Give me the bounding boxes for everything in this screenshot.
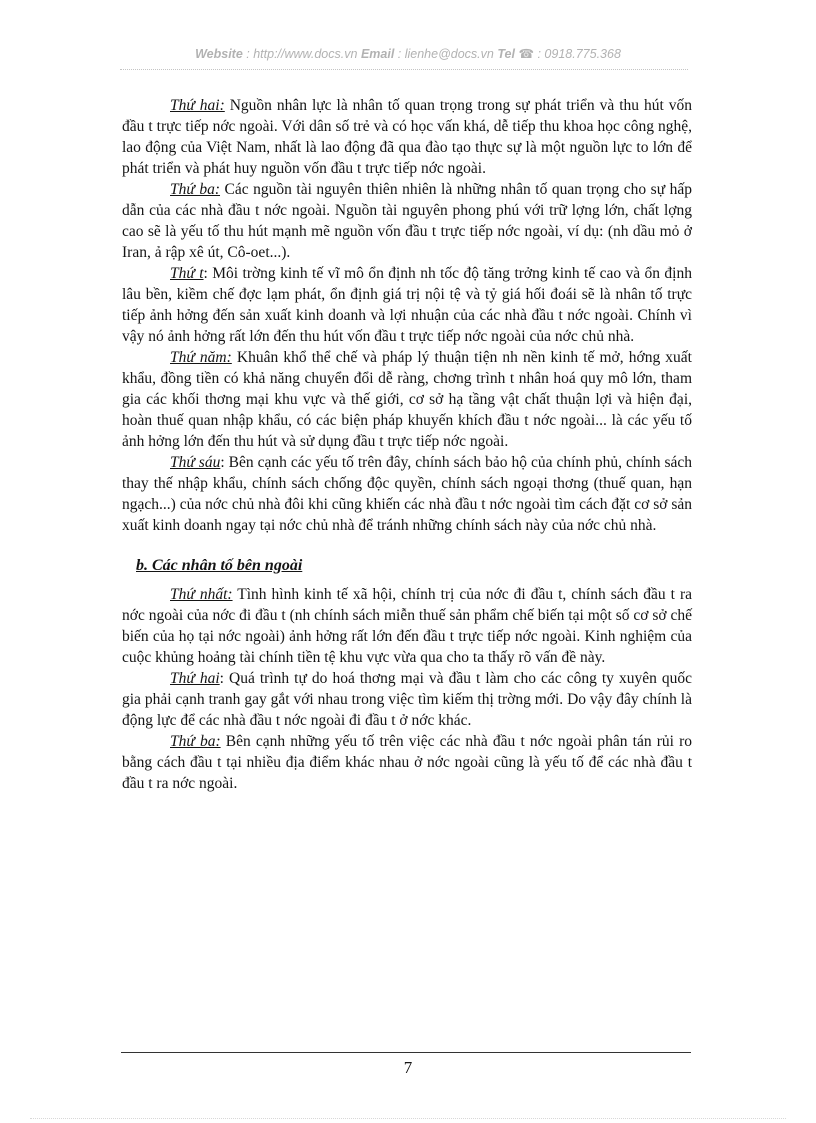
footer-divider bbox=[121, 1052, 691, 1053]
paragraph-thu-nam bbox=[122, 347, 692, 452]
page-header bbox=[0, 46, 816, 61]
paragraph-lead: Thứ ba: bbox=[170, 733, 221, 750]
paragraph-lead: Thứ hai bbox=[170, 670, 220, 687]
paragraph-text: Tình hình kinh tế xã hội, chính trị của nớc đi đầu t, chính sách đầu t ra nớc ngoài của nớc đi đầu t (nh chính sách miễn thuế sản phẩm chế biến tại một số cơ sở chế biến của họ tại nớc ngoài) ảnh hởng rất lớn đến đầu t trực tiếp nớc ngoài. Kinh nghiệm của cuộc khủng hoảng tài chính tiền tệ khu vực vừa qua cho ta thấy rõ vấn đề này. bbox=[122, 586, 692, 666]
tel-label: Tel bbox=[497, 47, 515, 61]
header-divider bbox=[120, 69, 688, 70]
page-bottom-divider bbox=[30, 1118, 786, 1119]
website-label: Website bbox=[195, 47, 243, 61]
paragraph-thu-ba bbox=[122, 179, 692, 263]
section-title: b. Các nhân tố bên ngoài bbox=[136, 557, 303, 574]
paragraph-thu-tu bbox=[122, 263, 692, 347]
paragraph-lead: Thứ ba: bbox=[170, 181, 221, 198]
document-body bbox=[122, 95, 692, 794]
page-number: 7 bbox=[403, 1058, 413, 1077]
paragraph-ext-thu-nhat bbox=[122, 584, 692, 668]
paragraph-lead: Thứ t bbox=[170, 265, 204, 282]
paragraph-lead: Thứ hai: bbox=[170, 97, 225, 114]
paragraph-text: Bên cạnh những yếu tố trên việc các nhà đầu t nớc ngoài phân tán rủi ro bằng cách đầu t tại nhiều địa điểm khác nhau ở nớc ngoài cũng là yếu tố để các nhà đầu t đầu t ra nớc ngoài. bbox=[122, 733, 692, 792]
email-label: Email bbox=[360, 47, 395, 61]
paragraph-text: Nguồn nhân lực là nhân tố quan trọng trong sự phát triển và thu hút vốn đầu t trực tiếp nớc ngoài. Với dân số trẻ và có học vấn khá, dễ tiếp thu khoa học công nghệ, lao động của Việt Nam, nhất là lao động đã qua đào tạo thực sự là một nguồn lực to lớn để phát triển và phát huy nguồn vốn đầu t trực tiếp nớc ngoài. bbox=[122, 97, 692, 177]
paragraph-thu-hai bbox=[122, 95, 692, 179]
paragraph-lead: Thứ năm: bbox=[170, 349, 232, 366]
paragraph-lead: Thứ sáu bbox=[170, 454, 221, 471]
paragraph-text: : Môi trờng kinh tế vĩ mô ổn định nh tốc độ tăng trởng kinh tế cao và ổn định lâu bền, kiềm chế đợc lạm phát, ổn định giá trị nội tệ và tỷ giá hối đoái sẽ là nhân tố trực tiếp ảnh hởng đến sản xuất kinh doanh và lợi nhuận của các nhà đầu t nớc ngoài. Chính vì vậy nó ảnh hởng rất lớn đến thu hút vốn đầu t trực tiếp nớc ngoài của nớc chủ nhà. bbox=[122, 265, 692, 345]
paragraph-text: : Quá trình tự do hoá thơng mại và đầu t làm cho các công ty xuyên quốc gia phải cạnh tranh gay gắt với nhau trong việc tìm kiếm thị trờng mới. Do vậy đây chính là động lực để các nhà đầu t nớc ngoài đi đầu t ở nớc khác. bbox=[122, 670, 692, 729]
paragraph-text: Khuân khổ thể chế và pháp lý thuận tiện nh nền kinh tế mở, hớng xuất khẩu, đồng tiền có khả năng chuyển đổi dễ ràng, chơng trình t nhân hoá quy mô lớn, tham gia các khối thơng mại khu vực và thế giới, cơ sở hạ tầng vật chất thuận lợi và hiện đại, hoàn thuế quan nhập khẩu, có các biện pháp khuyến khích đầu t nớc ngoài... là các yếu tố ảnh hởng lớn đến thu hút và sử dụng đầu t trực tiếp nớc ngoài. bbox=[122, 349, 692, 450]
paragraph-text: : Bên cạnh các yếu tố trên đây, chính sách bảo hộ của chính phủ, chính sách thay thế nhập khẩu, chính sách chống độc quyền, chính sách ngoại thơng (thuế quan, hạn ngạch...) của nớc chủ nhà đôi khi cũng khiến các nhà đầu t nớc ngoài tìm cách đặt cơ sở sản xuất kinh doanh ngay tại nớc chủ nhà để tránh những chính sách này của nớc chủ nhà. bbox=[122, 454, 692, 534]
tel-value: ☎ : 0918.775.368 bbox=[518, 47, 621, 61]
email-value: : lienhe@docs.vn bbox=[397, 47, 494, 61]
paragraph-ext-thu-ba bbox=[122, 731, 692, 794]
paragraph-lead: Thứ nhất: bbox=[170, 586, 233, 603]
paragraph-ext-thu-hai bbox=[122, 668, 692, 731]
paragraph-text: Các nguồn tài nguyên thiên nhiên là những nhân tố quan trọng cho sự hấp dẫn của các nhà đầu t nớc ngoài. Nguồn tài nguyên phong phú với trữ lợng lớn, chất lợng cao sẽ là yếu tố thu hút mạnh mẽ nguồn vốn đầu t trực tiếp nớc ngoài, ví dụ: (nh dầu mỏ ở Iran, ả rập xê út, Cô-oet...). bbox=[122, 181, 692, 261]
paragraph-thu-sau bbox=[122, 452, 692, 536]
website-value: : http://www.docs.vn bbox=[246, 47, 358, 61]
